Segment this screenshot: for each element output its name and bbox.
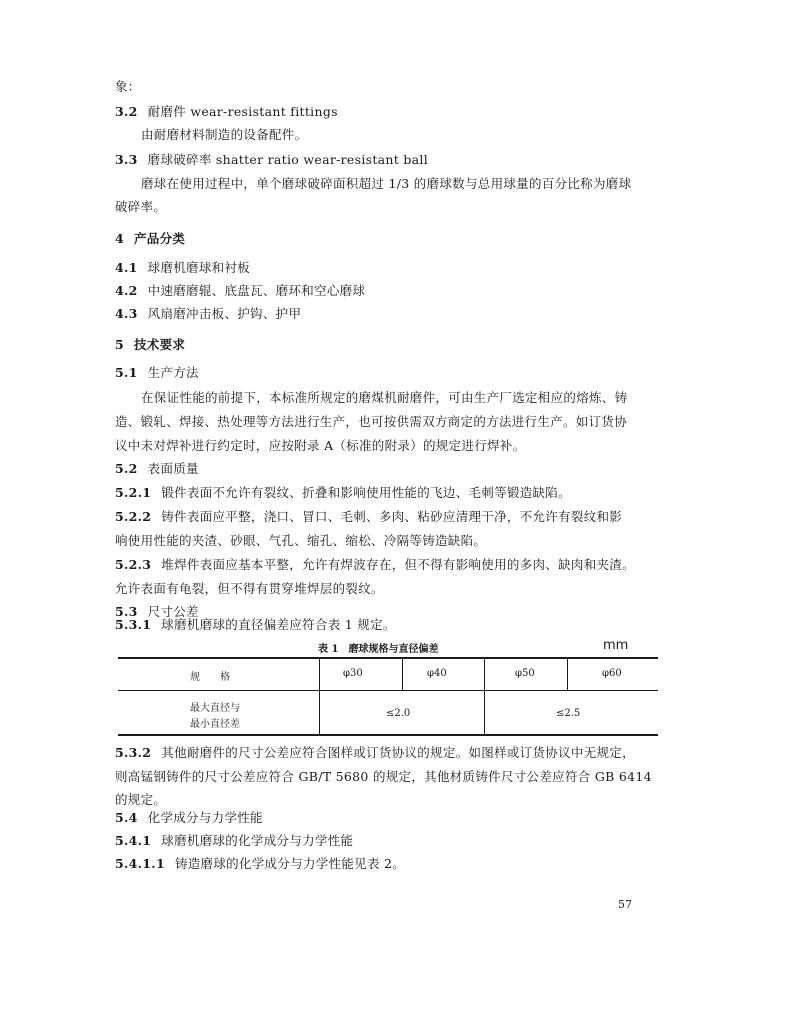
clause-5-2-3: 5.2.3 堆焊件表面应基本平整，允许有焊波存在，但不得有影响使用的多肉、缺肉和夹渣。 <box>115 557 635 572</box>
table-cell: ≤2.0 <box>386 708 411 719</box>
clause-5-2-2: 5.2.2 铸件表面应平整，浇口、冒口、毛刺、多肉、粘砂应清理干净，不允许有裂纹和影 <box>115 509 623 524</box>
clause-5-3: 5.3 尺寸公差 <box>115 604 199 619</box>
text-line: 在保证性能的前提下，本标准所规定的磨煤机耐磨件，可由生产厂选定相应的熔炼、铸 <box>141 390 628 405</box>
table-cell: φ30 <box>343 668 363 679</box>
clause-5-3-2: 5.3.2 其他耐磨件的尺寸公差应符合图样或订货协议的规定。如图样或订货协议中无规定， <box>115 745 635 760</box>
clause-5-3-1: 5.3.1 球磨机磨球的直径偏差应符合表 1 规定。 <box>115 617 396 632</box>
table-divider <box>402 657 403 691</box>
table-divider <box>484 657 485 735</box>
table-header-spec: 规 格 <box>190 672 230 683</box>
text-line: 磨球在使用过程中，单个磨球破碎面积超过 1/3 的磨球数与总用球量的百分比称为磨球 <box>141 176 632 191</box>
table-header-tolerance: 最大直径与 <box>190 703 240 714</box>
clause-5-2-1: 5.2.1 锻件表面不允许有裂纹、折叠和影响使用性能的飞边、毛刺等锻造缺陷。 <box>115 485 571 500</box>
table-unit: mm <box>603 638 629 653</box>
text-line: 象： <box>115 79 141 94</box>
table-divider <box>319 657 320 735</box>
clause-5-4-1-1: 5.4.1.1 铸造磨球的化学成分与力学性能见表 2。 <box>115 856 406 871</box>
section-5-heading: 5 技术要求 <box>115 337 186 352</box>
clause-4-3: 4.3 风扇磨冲击板、护钩、护甲 <box>115 306 302 321</box>
clause-3-2: 3.2 耐磨件 wear-resistant fittings <box>115 104 338 119</box>
table-top-rule <box>118 657 658 659</box>
clause-5-4-1: 5.4.1 球磨机磨球的化学成分与力学性能 <box>115 833 354 848</box>
text-line: 则高锰钢铸件的尺寸公差应符合 GB/T 5680 的规定，其他材质铸件尺寸公差应符合 GB 6414 <box>115 769 652 784</box>
clause-3-3: 3.3 磨球破碎率 shatter ratio wear-resistant ball <box>115 152 429 167</box>
text-line: 响使用性能的夹渣、砂眼、气孔、缩孔、缩松、冷隔等铸造缺陷。 <box>115 533 487 548</box>
text-line: 破碎率。 <box>115 199 167 214</box>
table-bottom-rule <box>118 734 658 736</box>
table-divider <box>567 657 568 691</box>
text-line: 的规定。 <box>115 792 167 807</box>
clause-5-2: 5.2 表面质量 <box>115 461 199 476</box>
text-line: 允许表面有龟裂，但不得有贯穿堆焊层的裂纹。 <box>115 581 384 596</box>
clause-5-4: 5.4 化学成分与力学性能 <box>115 810 263 825</box>
text-line: 由耐磨材料制造的设备配件。 <box>141 127 308 142</box>
table-cell: φ50 <box>515 668 535 679</box>
text-line: 造、锻轧、焊接、热处理等方法进行生产，也可按供需双方商定的方法进行生产。如订货协 <box>115 414 628 429</box>
page-number: 57 <box>618 898 632 911</box>
clause-4-2: 4.2 中速磨磨辊、底盘瓦、磨环和空心磨球 <box>115 283 366 298</box>
table-caption: 表 1 磨球规格与直径偏差 <box>318 644 439 655</box>
table-mid-rule <box>118 690 658 691</box>
section-4-heading: 4 产品分类 <box>115 231 186 246</box>
table-cell: ≤2.5 <box>556 708 581 719</box>
text-line: 议中未对焊补进行约定时，应按附录 A（标准的附录）的规定进行焊补。 <box>115 438 526 453</box>
clause-4-1: 4.1 球磨机磨球和衬板 <box>115 260 251 275</box>
clause-5-1: 5.1 生产方法 <box>115 365 199 380</box>
table-header-tolerance: 最小直径差 <box>190 719 240 730</box>
table-cell: φ60 <box>602 668 622 679</box>
table-cell: φ40 <box>427 668 447 679</box>
